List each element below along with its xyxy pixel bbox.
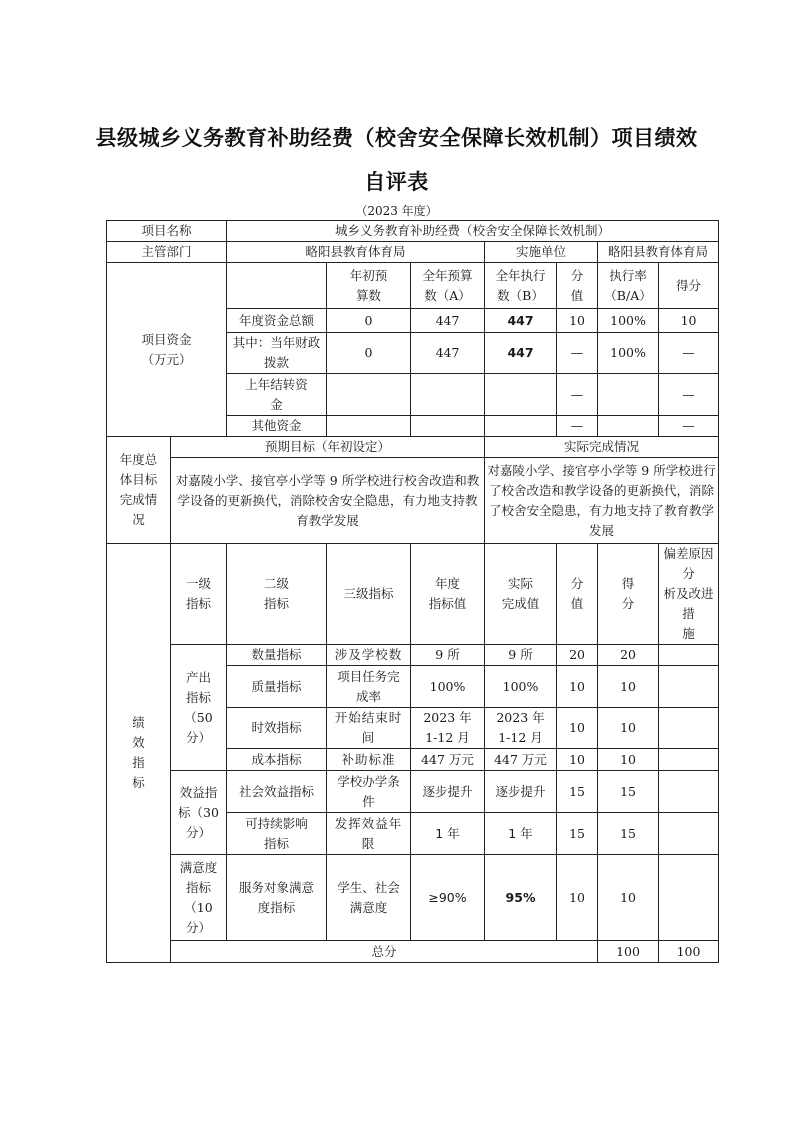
funds-cell: 100% (598, 333, 659, 374)
goals-actual-label: 实际完成情况 (485, 437, 719, 458)
value-cell: 15 (557, 771, 598, 813)
level3-cell: 学生、社会 满意度 (327, 855, 411, 941)
form-title-line1: 县级城乡义务教育补助经费（校舍安全保障长效机制）项目绩效 (95, 126, 698, 150)
ind-header-note: 偏差原因分 析及改进措 施 (659, 544, 719, 645)
funds-cell: 0 (327, 333, 411, 374)
dept-value: 略阳县教育体育局 (227, 242, 485, 263)
funds-cell (485, 374, 557, 416)
level2-cell: 成本指标 (227, 749, 327, 771)
level3-cell: 开始结束时 间 (327, 708, 411, 749)
value-cell: 10 (557, 749, 598, 771)
funds-cell (598, 374, 659, 416)
target-cell: 2023 年 1-12 月 (411, 708, 485, 749)
funds-cell (598, 416, 659, 437)
funds-cell: — (557, 374, 598, 416)
score-cell: 10 (598, 708, 659, 749)
funds-cell: 100% (598, 309, 659, 333)
benefit-indicator-label: 效益指 标（30 分） (171, 771, 227, 855)
funds-cell: 10 (557, 309, 598, 333)
target-cell: 447 万元 (411, 749, 485, 771)
level2-cell: 社会效益指标 (227, 771, 327, 813)
funds-cell (327, 416, 411, 437)
funds-cell: 10 (659, 309, 719, 333)
funds-row-label: 年度资金总额 (227, 309, 327, 333)
value-cell: 10 (557, 666, 598, 708)
level2-cell: 质量指标 (227, 666, 327, 708)
target-cell: ≥90% (411, 855, 485, 941)
funds-cell: — (659, 333, 719, 374)
target-cell: 9 所 (411, 645, 485, 666)
ind-header-score: 得 分 (598, 544, 659, 645)
ind-header-level2: 二级 指标 (227, 544, 327, 645)
level2-cell: 可持续影响 指标 (227, 813, 327, 855)
funds-cell: — (557, 333, 598, 374)
note-cell (659, 666, 719, 708)
impl-value: 略阳县教育体育局 (598, 242, 719, 263)
funds-label: 项目资金 （万元） (107, 263, 227, 437)
funds-cell: 447 (411, 333, 485, 374)
funds-cell: 0 (327, 309, 411, 333)
funds-header-budget: 全年预算 数（A） (411, 263, 485, 309)
total-label: 总分 (171, 941, 598, 963)
ind-header-value: 分 值 (557, 544, 598, 645)
funds-cell: 447 (485, 309, 557, 333)
funds-header-score: 得分 (659, 263, 719, 309)
goals-expected-text: 对嘉陵小学、接官亭小学等 9 所学校进行校舍改造和教学设备的更新换代，消除校舍安全隐患，有力地支持教育教学发展 (171, 458, 485, 544)
funds-cell: — (557, 416, 598, 437)
dept-label: 主管部门 (107, 242, 227, 263)
note-cell (659, 813, 719, 855)
year-label: （2023 年度） (355, 204, 438, 218)
funds-cell: — (659, 374, 719, 416)
actual-cell: 447 万元 (485, 749, 557, 771)
funds-cell (411, 374, 485, 416)
target-cell: 1 年 (411, 813, 485, 855)
actual-cell: 9 所 (485, 645, 557, 666)
total-value: 100 (598, 941, 659, 963)
value-cell: 10 (557, 708, 598, 749)
goals-actual-text: 对嘉陵小学、接官亭小学等 9 所学校进行了校舍改造和教学设备的更新换代，消除了校舍安全隐患，有力地支持了教育教学发展 (485, 458, 719, 544)
actual-cell: 逐步提升 (485, 771, 557, 813)
ind-header-level1: 一级 指标 (171, 544, 227, 645)
note-cell (659, 749, 719, 771)
score-cell: 10 (598, 666, 659, 708)
funds-cell (485, 416, 557, 437)
target-cell: 逐步提升 (411, 771, 485, 813)
score-cell: 20 (598, 645, 659, 666)
indicators-label: 绩 效 指 标 (107, 544, 171, 963)
form-title-line2: 自评表 (364, 170, 429, 194)
funds-cell (327, 374, 411, 416)
note-cell (659, 771, 719, 813)
goals-expected-label: 预期目标（年初设定） (171, 437, 485, 458)
score-cell: 15 (598, 771, 659, 813)
impl-label: 实施单位 (485, 242, 598, 263)
funds-row-label: 上年结转资 金 (227, 374, 327, 416)
value-cell: 10 (557, 855, 598, 941)
actual-cell: 100% (485, 666, 557, 708)
level3-cell: 补助标准 (327, 749, 411, 771)
funds-cell: — (659, 416, 719, 437)
level3-cell: 学校办学条 件 (327, 771, 411, 813)
funds-header-rate: 执行率 （B/A） (598, 263, 659, 309)
funds-header-initial: 年初预 算数 (327, 263, 411, 309)
funds-header-score-value: 分 值 (557, 263, 598, 309)
level2-cell: 数量指标 (227, 645, 327, 666)
actual-cell: 1 年 (485, 813, 557, 855)
level2-cell: 时效指标 (227, 708, 327, 749)
actual-cell: 95% (485, 855, 557, 941)
evaluation-table (106, 220, 719, 963)
ind-header-actual: 实际 完成值 (485, 544, 557, 645)
funds-header-executed: 全年执行 数（B） (485, 263, 557, 309)
score-cell: 15 (598, 813, 659, 855)
value-cell: 20 (557, 645, 598, 666)
output-indicator-label: 产出 指标 （50 分） (171, 645, 227, 771)
level3-cell: 项目任务完 成率 (327, 666, 411, 708)
score-cell: 10 (598, 855, 659, 941)
note-cell (659, 645, 719, 666)
value-cell: 15 (557, 813, 598, 855)
funds-cell: 447 (485, 333, 557, 374)
level3-cell: 涉及学校数 (327, 645, 411, 666)
target-cell: 100% (411, 666, 485, 708)
funds-row-label: 其中：当年财政拨款 (227, 333, 327, 374)
funds-cell (411, 416, 485, 437)
satisfaction-indicator-label: 满意度 指标 （10 分） (171, 855, 227, 941)
funds-row-label: 其他资金 (227, 416, 327, 437)
project-name: 城乡义务教育补助经费（校舍安全保障长效机制） (227, 221, 719, 242)
project-name-label: 项目名称 (107, 221, 227, 242)
actual-cell: 2023 年 1-12 月 (485, 708, 557, 749)
level3-cell: 发挥效益年 限 (327, 813, 411, 855)
goals-label: 年度总 体目标 完成情 况 (107, 437, 171, 544)
funds-header-blank (227, 263, 327, 309)
note-cell (659, 855, 719, 941)
level2-cell: 服务对象满意 度指标 (227, 855, 327, 941)
total-score: 100 (659, 941, 719, 963)
score-cell: 10 (598, 749, 659, 771)
ind-header-level3: 三级指标 (327, 544, 411, 645)
ind-header-target: 年度 指标值 (411, 544, 485, 645)
note-cell (659, 708, 719, 749)
funds-cell: 447 (411, 309, 485, 333)
